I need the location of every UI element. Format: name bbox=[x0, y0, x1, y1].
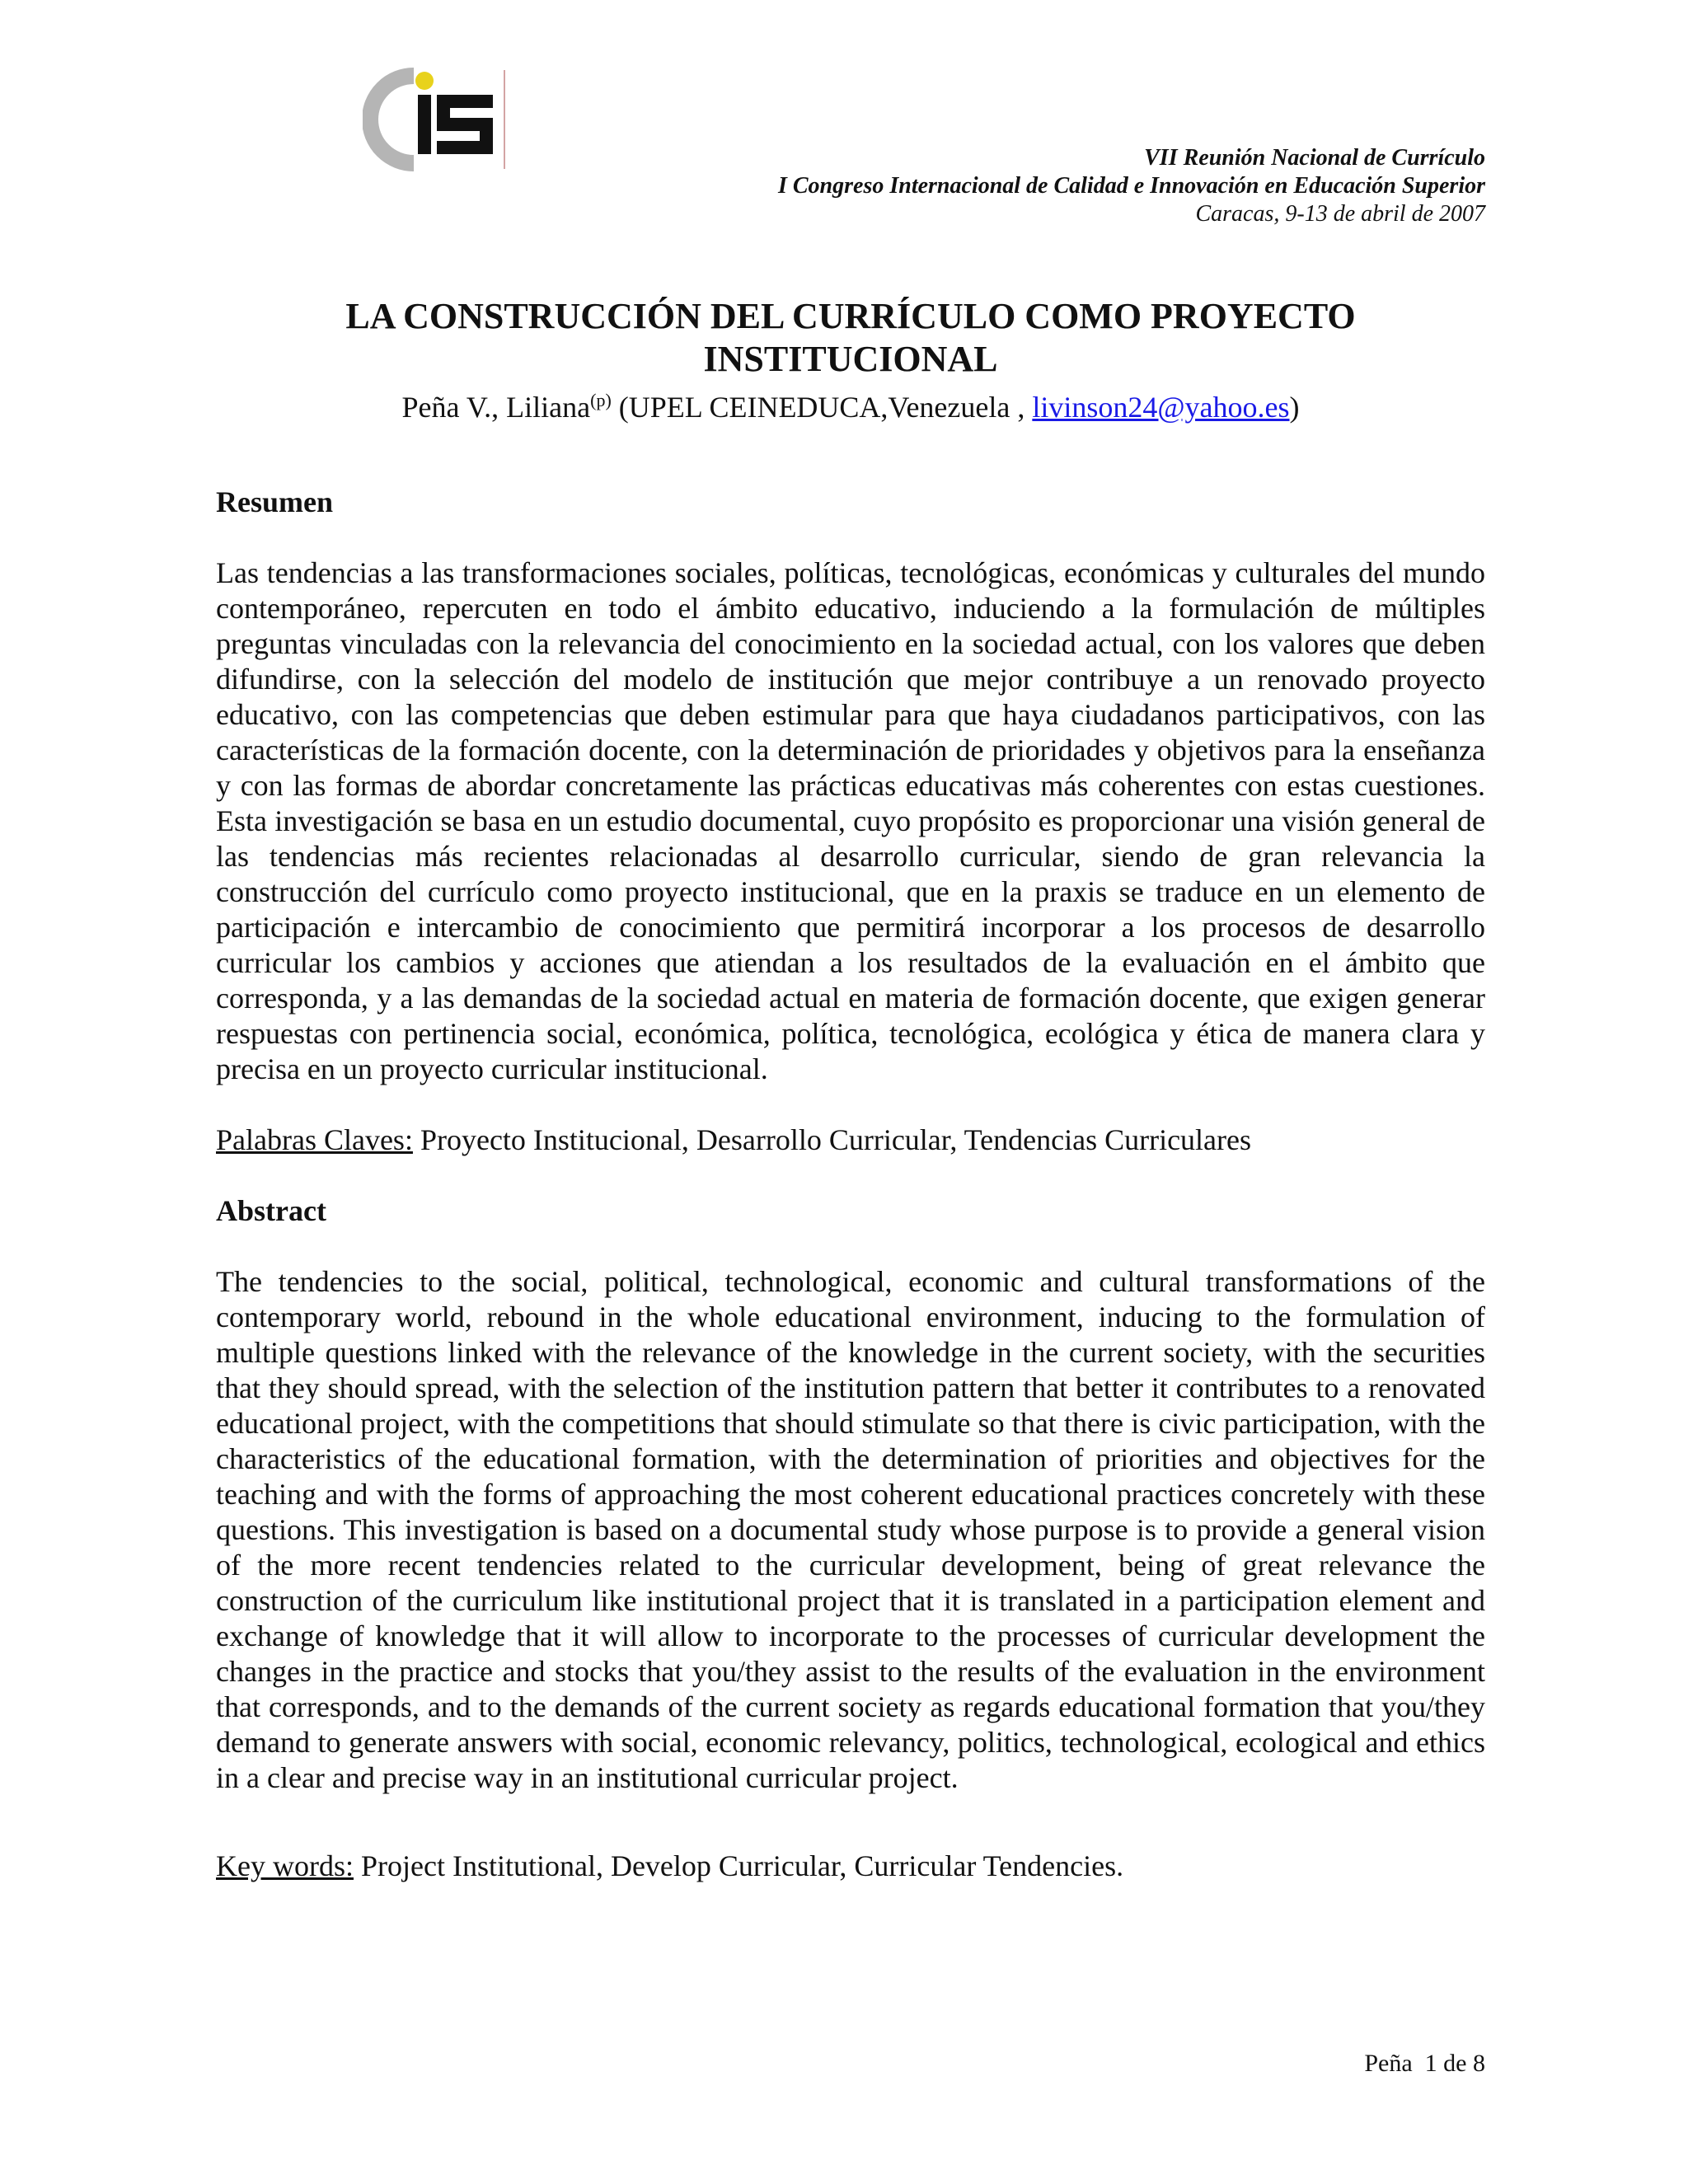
logo-s-bottom bbox=[437, 141, 493, 154]
paper-title bbox=[216, 295, 1485, 381]
title-line-2: INSTITUCIONAL bbox=[703, 339, 998, 379]
abstract-keywords bbox=[216, 1849, 1485, 1884]
title-block bbox=[216, 295, 1485, 425]
conference-header bbox=[778, 144, 1485, 228]
author-line bbox=[216, 382, 1485, 425]
conference-line-1: VII Reunión Nacional de Currículo bbox=[1144, 145, 1485, 171]
conference-line-3: Caracas, 9-13 de abril de 2007 bbox=[1195, 201, 1485, 227]
conference-line-2: I Congreso Internacional de Calidad e Innovación en Educación Superior bbox=[777, 173, 1485, 199]
abstract-heading: Abstract bbox=[216, 1194, 326, 1227]
resumen-keywords-label: Palabras Claves: bbox=[216, 1123, 413, 1156]
resumen-body: Las tendencias a las transformaciones sociales, políticas, tecnológicas, económicas y culturales del mundo contemporáneo, repercuten en todo el ámbito educativo, induciendo a la formulación de múltiples preguntas vinculadas con la relevancia del conocimiento en la sociedad actual, con los valores que deben difundirse, con la selección del modelo de institución que mejor contribuye a un renovado proyecto educativo, con las competencias que deben estimular para que haya ciudadanos participativos, con las características de la formación docente, con la determinación de prioridades y objetivos para la enseñanza y con las formas de abordar concretamente las prácticas educativas más coherentes con estas cuestiones. Esta investigación se basa en un estudio documental, cuyo propósito es proporcionar una visión general de las tendencias más recientes relacionadas al desarrollo curricular, siendo de gran relevancia la construcción del currículo como proyecto institucional, que en la praxis se traduce en un elemento de participación e intercambio de conocimiento que permitirá incorporar a los procesos de desarrollo curricular los cambios y acciones que atiendan a los resultados de la evaluación en el ámbito que corresponda, y a las demandas de la sociedad actual en materia de formación docente, que exigen generar respuestas con pertinencia social, económica, política, tecnológica, ecológica y ética de manera clara y precisa en un proyecto curricular institucional. bbox=[216, 556, 1485, 1085]
resumen-keywords-text: Proyecto Institucional, Desarrollo Curricular, Tendencias Curriculares bbox=[412, 1123, 1252, 1156]
logo-graphic bbox=[363, 66, 511, 173]
author-superscript: (p) bbox=[590, 390, 612, 410]
logo-ring bbox=[370, 76, 414, 163]
logo-i-bar bbox=[418, 95, 431, 154]
abstract-body: The tendencies to the social, political, technological, economic and cultural transformations of the contemporary world, rebound in the whole educational environment, inducing to the formulation of multiple questions linked with the relevance of the knowledge in the current society, with the securities that they should spread, with the selection of the institution pattern that better it contributes to a renovated educational project, with the competitions that should stimulate so that there is civic participation, with the characteristics of the educational formation, with the determination of priorities and objectives for the teaching and with the forms of approaching the most coherent educational practices concretely with these questions. This investigation is based on a documental study whose purpose is to provide a general vision of the more recent tendencies related to the curricular development, being of great relevance the construction of the curriculum like institutional project that it is translated in a participation element and exchange of knowledge that it will allow to incorporate to the processes of curricular development the changes in the practice and stocks that you/they assist to the results of the evaluation in the environment that corresponds, and to the demands of the current society as regards educational formation that you/they demand to generate answers with social, economic relevancy, politics, technological, ecological and ethics in a clear and precise way in an institutional curricular project. bbox=[216, 1265, 1485, 1794]
abstract-keywords-text: Project Institutional, Develop Curricular, Curricular Tendencies. bbox=[353, 1849, 1124, 1882]
author-name: Peña V., Liliana bbox=[401, 391, 591, 424]
page-footer bbox=[1364, 2049, 1485, 2079]
paper-content bbox=[216, 485, 1485, 1884]
institution-logo bbox=[363, 66, 511, 173]
footer-page-number: 1 de 8 bbox=[1424, 2050, 1485, 2077]
logo-dot bbox=[415, 72, 434, 90]
author-close-paren: ) bbox=[1289, 391, 1300, 424]
author-affiliation: (UPEL CEINEDUCA,Venezuela , bbox=[611, 391, 1033, 424]
title-line-1: LA CONSTRUCCIÓN DEL CURRÍCULO COMO PROYECTO bbox=[345, 296, 1356, 336]
footer-author: Peña bbox=[1364, 2050, 1413, 2077]
resumen-keywords bbox=[216, 1122, 1485, 1158]
abstract-keywords-label: Key words: bbox=[216, 1849, 354, 1882]
author-email-link[interactable]: livinson24@yahoo.es bbox=[1032, 391, 1290, 424]
resumen-heading: Resumen bbox=[216, 485, 333, 518]
